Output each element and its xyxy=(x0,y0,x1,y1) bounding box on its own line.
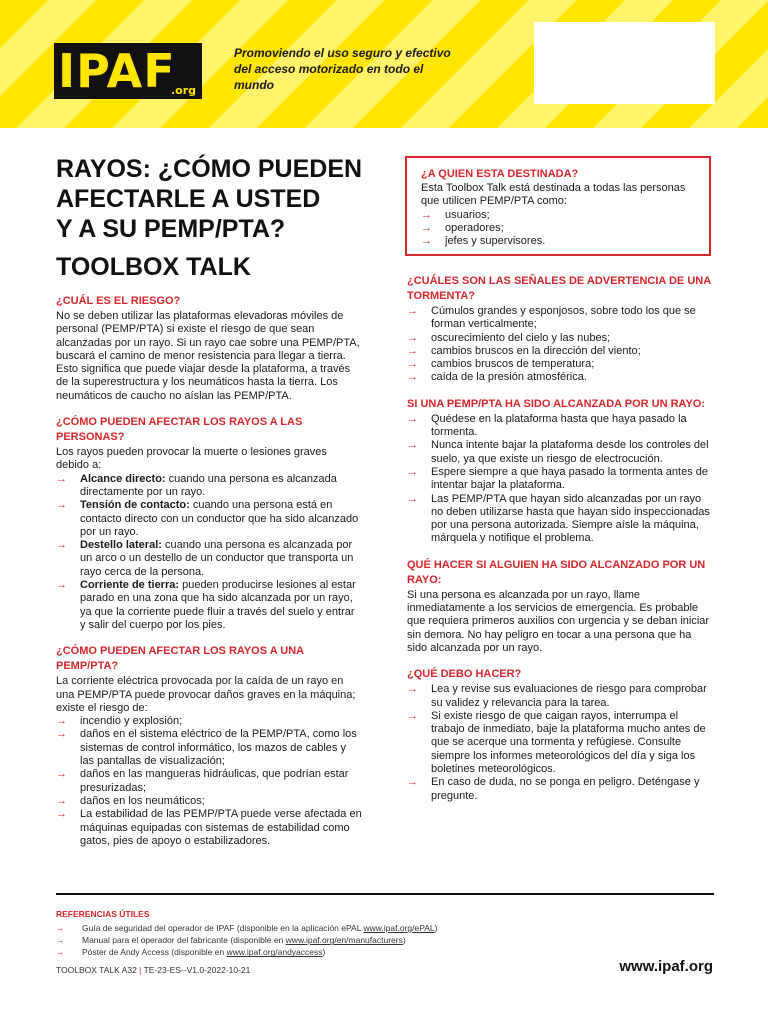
arrow-icon: → xyxy=(407,439,418,452)
ipaf-logo xyxy=(54,43,202,99)
item-lead: Corriente de tierra: xyxy=(80,579,180,592)
arrow-icon: → xyxy=(56,728,67,741)
item-text: Las PEMP/PTA que hayan sido alcanzadas por un rayo no deben utilizarse hasta que hayan sido inspeccionadas por una persona autorizada. Siempre aísle la máquina, márquela y notifique el problema. xyxy=(431,492,710,545)
page-subtitle: TOOLBOX TALK xyxy=(56,253,251,281)
section-text: Si una persona es alcanzada por un rayo, llame inmediatamente a los servicios de emergencia. Es probable que requiera primeros auxilios con urgencia y se deban iniciar sin demora. No hay peligro en tocar a una persona que ha sido alcanzada por un rayo. xyxy=(407,588,710,654)
arrow-icon: → xyxy=(56,923,65,933)
document-code xyxy=(56,965,250,976)
list-item xyxy=(56,768,362,795)
list-item xyxy=(407,305,713,332)
section-heading: ¿CUÁLES SON LAS SEÑALES DE ADVERTENCIA DE UNA TORMENTA? xyxy=(407,275,711,302)
list-item xyxy=(56,715,362,728)
list-item xyxy=(407,776,713,803)
reference-link[interactable]: www.ipaf.org/ePAL xyxy=(363,923,435,933)
list-item xyxy=(407,371,713,384)
references xyxy=(56,908,556,959)
arrow-icon: → xyxy=(407,683,418,696)
arrow-icon: → xyxy=(421,235,432,248)
list-item xyxy=(421,235,697,248)
section-heading: SI UNA PEMP/PTA HA SIDO ALCANZADA POR UN RAYO: xyxy=(407,397,706,410)
reference-text: Manual para el operador del fabricante (disponible en xyxy=(82,935,286,946)
list-item xyxy=(56,728,362,768)
section-person-struck xyxy=(407,558,713,655)
tagline: Promoviendo el uso seguro y efectivo del acceso motorizado en todo el mundo xyxy=(234,46,451,92)
item-text: incendio y explosión; xyxy=(80,715,183,728)
arrow-icon: → xyxy=(407,305,418,317)
list-item xyxy=(407,413,713,440)
arrow-icon: → xyxy=(56,794,67,807)
references-heading: REFERENCIAS ÚTILES xyxy=(56,909,150,919)
section-heading: ¿CÓMO PUEDEN AFECTAR LOS RAYOS A UNA PEMP/PTA? xyxy=(56,645,304,673)
arrow-icon: → xyxy=(407,709,418,722)
item-text: Espere siempre a que haya pasado la tormenta antes de intentar bajar la plataforma. xyxy=(431,465,709,492)
doc-code-version: TE-23-ES--V1.0-2022-10-21 xyxy=(143,965,251,975)
arrow-icon: → xyxy=(407,371,418,384)
machine-list xyxy=(56,715,362,848)
doc-code-title: TOOLBOX TALK A32 xyxy=(56,965,137,975)
list-item xyxy=(407,683,713,710)
item-text: daños en las mangueras hidráulicas, que podrían estar presurizadas; xyxy=(80,768,349,794)
list-item xyxy=(407,466,713,493)
section-heading: ¿A QUIEN ESTA DESTINADA? xyxy=(421,168,579,180)
todo-list xyxy=(407,683,713,803)
section-machine xyxy=(56,644,362,848)
reference-text: Póster de Andy Access (disponible en xyxy=(82,947,227,958)
arrow-icon: → xyxy=(421,208,432,221)
website-link[interactable]: www.ipaf.org xyxy=(619,958,713,975)
header-banner xyxy=(0,0,768,128)
list-item xyxy=(56,579,362,632)
list-item xyxy=(421,209,697,222)
reference-close: ) xyxy=(434,923,438,933)
arrow-icon: → xyxy=(56,947,65,958)
reference-text: Guía de seguridad del operador de IPAF (disponible en la aplicación ePAL xyxy=(82,923,364,933)
title-line-3: Y A SU PEMP/PTA? xyxy=(56,215,286,243)
people-list xyxy=(56,473,362,633)
arrow-icon: → xyxy=(56,499,67,512)
item-text: Si existe riesgo de que caigan rayos, interrumpa el trabajo de inmediato, baje la plataforma mucho antes de que se acerque una tormenta y refúgiese. Consulte siempre los informes meteorológicos del día y siga los boletines meteorológicos. xyxy=(431,709,706,776)
section-people xyxy=(56,415,362,632)
section-warning-signs xyxy=(407,274,713,385)
reference-item xyxy=(56,922,556,934)
item-text: cambios bruscos en la dirección del viento; xyxy=(431,344,641,357)
item-text: Nunca intente bajar la plataforma desde los controles del suelo, ya que existe un riesgo de electrocución. xyxy=(431,439,709,465)
reference-close: ) xyxy=(402,935,406,946)
arrow-icon: → xyxy=(407,358,418,371)
logo-suffix: .org xyxy=(170,84,196,97)
item-text: cuando una persona es alcanzada por un arco o un destello de un conductor que transporta un rayo cerca de la persona. xyxy=(80,539,354,578)
arrow-icon: → xyxy=(407,492,418,505)
list-item xyxy=(421,222,697,235)
section-heading: ¿QUÉ DEBO HACER? xyxy=(407,668,522,681)
arrow-icon: → xyxy=(56,935,65,946)
struck-list xyxy=(407,413,713,546)
arrow-icon: → xyxy=(407,344,418,357)
title-line-2: AFECTARLE A USTED xyxy=(56,185,321,213)
references-list xyxy=(56,922,556,959)
arrow-icon: → xyxy=(56,768,67,781)
logo-text: IPAF xyxy=(58,44,176,98)
doc-code-separator: | xyxy=(139,965,142,975)
list-item xyxy=(407,493,713,546)
arrow-icon: → xyxy=(407,776,418,789)
list-item xyxy=(407,358,713,371)
item-text: cambios bruscos de temperatura; xyxy=(431,358,595,371)
section-text: No se deben utilizar las plataformas elevadoras móviles de personal (PEMP/PTA) si existe el riesgo de que sean alcanzadas por un rayo. Si un rayo cae sobre una PEMP/PTA, buscará el camino de menor resistencia para llegar a tierra. Esto significa que puede viajar desde la plataforma, a través de la superestructura y los neumáticos hasta la tierra. Los neumáticos de caucho no aíslan las PEMP/PTA. xyxy=(56,310,360,402)
item-text: daños en los neumáticos; xyxy=(80,794,205,807)
arrow-icon: → xyxy=(421,221,432,234)
arrow-icon: → xyxy=(56,579,67,592)
item-text: cuando una persona está en contacto directo con un conductor que ha sido alcanzado por un rayo. xyxy=(80,499,359,538)
section-platform-struck xyxy=(407,397,713,546)
arrow-icon: → xyxy=(56,472,67,485)
reference-item xyxy=(56,934,556,946)
list-item xyxy=(407,332,713,345)
reference-close: ) xyxy=(322,947,326,958)
header-blank-panel xyxy=(534,22,715,104)
list-item xyxy=(56,499,362,539)
list-item xyxy=(407,439,713,466)
section-heading: ¿CÓMO PUEDEN AFECTAR LOS RAYOS A LAS PERSONAS? xyxy=(56,416,303,444)
target-audience-box xyxy=(405,156,711,256)
reference-item xyxy=(56,946,556,958)
left-column xyxy=(56,294,362,860)
reference-link[interactable]: www.ipaf.org/andyaccess xyxy=(226,947,323,958)
section-heading: QUÉ HACER SI ALGUIEN HA SIDO ALCANZADO POR UN RAYO: xyxy=(407,558,706,586)
audience-list xyxy=(421,209,697,249)
arrow-icon: → xyxy=(56,539,67,552)
item-text: Cúmulos grandes y esponjosos, sobre todo los que se forman verticalmente; xyxy=(431,305,696,331)
item-text: caída de la presión atmosférica. xyxy=(431,371,587,384)
section-heading: ¿CUÁL ES EL RIESGO? xyxy=(56,295,181,307)
section-intro: Los rayos pueden provocar la muerte o lesiones graves debido a: xyxy=(56,446,327,472)
title-line-1: RAYOS: ¿CÓMO PUEDEN xyxy=(56,155,363,183)
item-text: operadores; xyxy=(445,221,504,234)
reference-link[interactable]: www.ipaf.org/en/manufacturers xyxy=(285,935,403,946)
item-text: Quédese en la plataforma hasta que haya pasado la tormenta. xyxy=(431,412,687,439)
item-lead: Destello lateral: xyxy=(80,539,162,552)
right-column xyxy=(407,274,713,815)
item-text: usuarios; xyxy=(445,208,490,221)
section-risk xyxy=(56,294,362,403)
section-what-to-do xyxy=(407,667,713,803)
item-text: En caso de duda, no se ponga en peligro. Deténgase y pregunte. xyxy=(431,776,700,802)
section-text: Esta Toolbox Talk está destinada a todas las personas que utilicen PEMP/PTA como: xyxy=(421,182,686,208)
item-text: La estabilidad de las PEMP/PTA puede verse afectada en máquinas equipadas con sistemas de estabilidad como gatos, pies de apoyo o estabilizadores. xyxy=(80,808,362,847)
arrow-icon: → xyxy=(56,715,67,728)
item-text: cuando una persona es alcanzada directamente por un rayo. xyxy=(80,472,337,498)
item-text: Lea y revise sus evaluaciones de riesgo para comprobar su validez y relevancia para la tarea. xyxy=(431,683,707,709)
item-text: jefes y supervisores. xyxy=(445,235,546,248)
list-item xyxy=(56,539,362,579)
arrow-icon: → xyxy=(407,412,418,425)
item-text: oscurecimiento del cielo y las nubes; xyxy=(431,331,611,344)
signs-list xyxy=(407,305,713,385)
item-lead: Tensión de contacto: xyxy=(80,499,190,512)
footer-divider xyxy=(56,893,714,895)
list-item xyxy=(56,473,362,500)
list-item xyxy=(56,808,362,848)
list-item xyxy=(407,710,713,776)
arrow-icon: → xyxy=(407,331,418,344)
item-text: daños en el sistema eléctrico de la PEMP/PTA, como los sistemas de control informático, los mazos de cables y las pantallas de visualización; xyxy=(80,728,357,768)
item-lead: Alcance directo: xyxy=(80,472,166,485)
page-title xyxy=(56,154,376,244)
item-text: pueden producirse lesiones al estar parado en una zona que ha sido alcanzada por un rayo, ya que la corriente puede fluir a través del suelo y entrar y salir del cuerpo por los pies. xyxy=(80,579,356,631)
arrow-icon: → xyxy=(407,465,418,478)
arrow-icon: → xyxy=(56,808,67,821)
section-intro: La corriente eléctrica provocada por la caída de un rayo en una PEMP/PTA puede provocar daños graves en la máquina; existe el riesgo de: xyxy=(56,675,356,714)
list-item xyxy=(56,795,362,808)
list-item xyxy=(407,345,713,358)
